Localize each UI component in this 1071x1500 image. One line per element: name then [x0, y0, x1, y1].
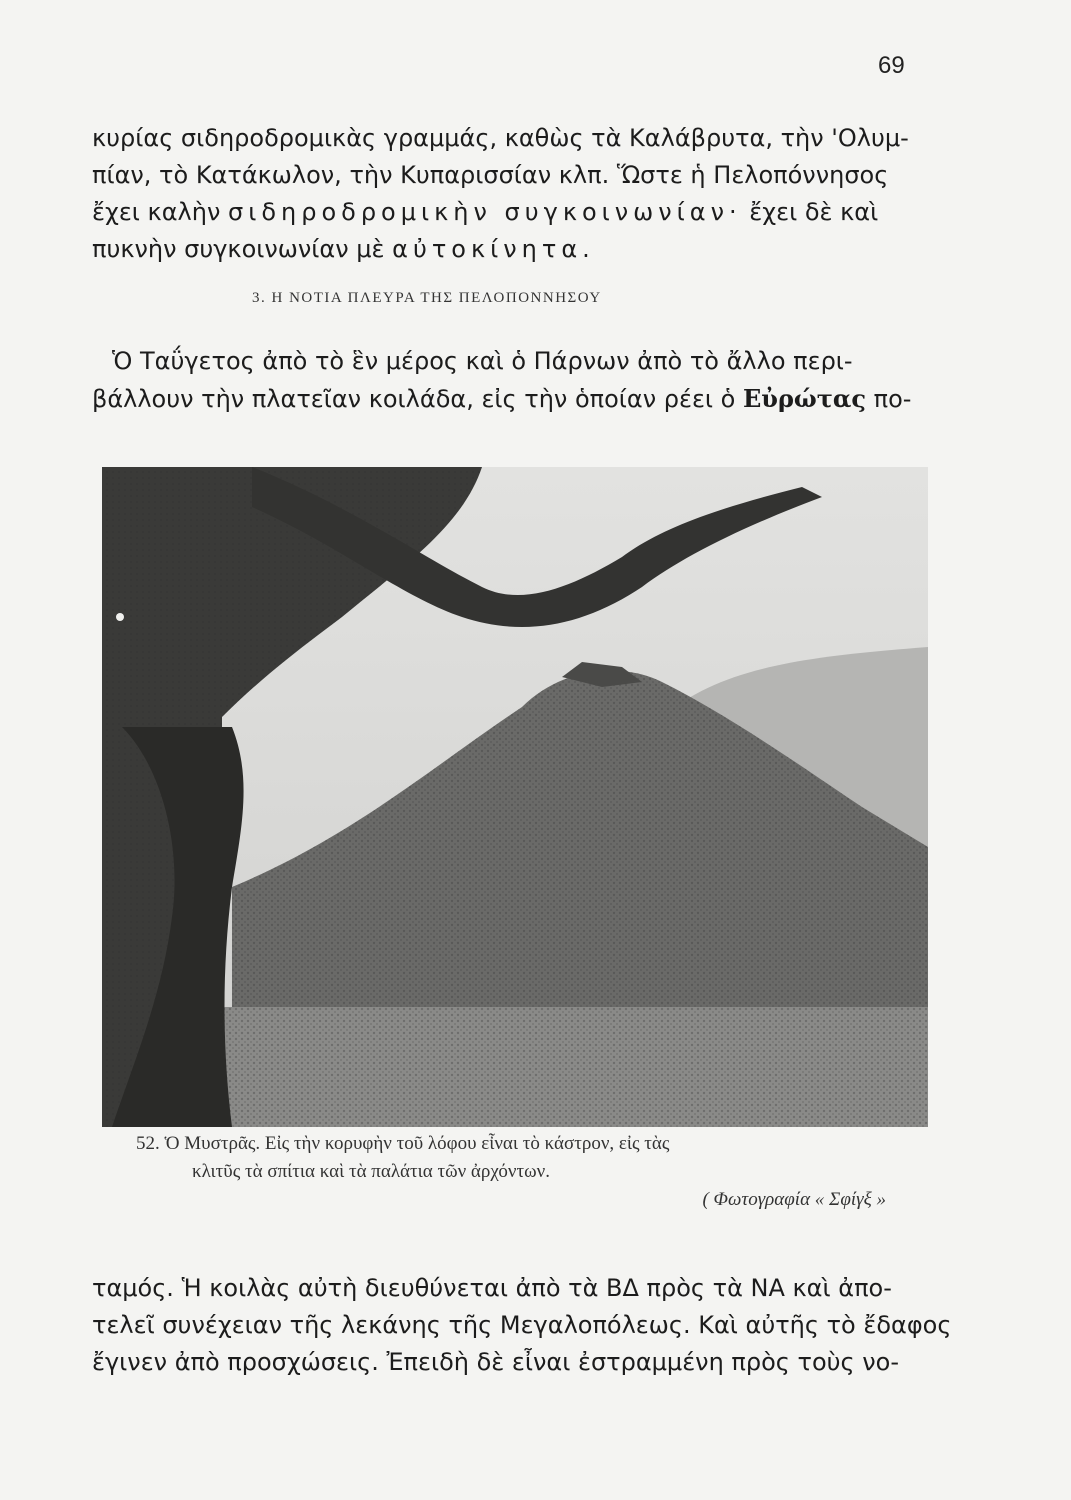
photo-illustration	[102, 467, 928, 1127]
paragraph-1-line-3	[92, 194, 972, 231]
mystras-photograph	[102, 467, 928, 1127]
spaced-word-automobiles: αὐτοκίνητα.	[392, 235, 595, 263]
paragraph-1-line-1: κυρίας σιδηροδρομικὰς γραμμάς, καθὼς τὰ Καλάβρυτα, τὴν 'Ολυμ-	[92, 124, 909, 152]
line-4-start: πυκνὴν συγκοινωνίαν μὲ	[92, 235, 393, 263]
light-speck	[116, 613, 124, 621]
caption-line-2: κλιτῦς τὰ σπίτια καὶ τὰ παλάτια τῶν ἀρχόντων.	[192, 1161, 550, 1182]
line-3-start: ἔχει καλὴν	[92, 198, 228, 226]
spaced-phrase-railway: σιδηροδρομικὴν συγκοινωνίαν·	[227, 198, 742, 226]
paragraph-3-line-3: ἔγινεν ἀπὸ προσχώσεις. Ἐπειδὴ δὲ εἶναι ἐστραμμένη πρὸς τοὺς νο-	[92, 1348, 899, 1376]
paragraph-3	[92, 1270, 972, 1381]
paragraph-1	[92, 120, 972, 268]
paragraph-2-line-1: Ὁ Ταΰγετος ἀπὸ τὸ ἓν μέρος καὶ ὁ Πάρνων ἀπὸ τὸ ἄλλο περι-	[112, 347, 853, 375]
caption-line-1: 52. Ὁ Μυστρᾶς. Εἰς τὴν κορυφὴν τοῦ λόφου εἶναι τὸ κάστρον, εἰς τὰς	[136, 1133, 670, 1154]
paragraph-2-line-2	[92, 380, 972, 418]
paragraph-1-line-2: πίαν, τὸ Κατάκωλον, τὴν Κυπαρισσίαν κλπ. Ὥστε ἡ Πελοπόννησος	[92, 161, 889, 189]
line-2-start: βάλλουν τὴν πλατεῖαν κοιλάδα, εἰς τὴν ὁποίαν ρέει ὁ	[92, 385, 743, 413]
paragraph-1-line-4	[92, 231, 972, 268]
page-number: 69	[878, 52, 905, 79]
paragraph-3-line-1: ταμός. Ἡ κοιλὰς αὐτὴ διευθύνεται ἀπὸ τὰ ΒΔ πρὸς τὰ ΝΑ καὶ ἀπο-	[92, 1274, 892, 1302]
paragraph-3-line-2: τελεῖ συνέχειαν τῆς λεκάνης τῆς Μεγαλοπόλεως. Καὶ αὐτῆς τὸ ἔδαφος	[92, 1311, 952, 1339]
line-3-end: ἔχει δὲ καὶ	[741, 198, 879, 226]
photo-caption	[122, 1130, 912, 1214]
paragraph-2	[92, 343, 972, 418]
bold-word-eurotas: Εὐρώτας	[743, 384, 866, 413]
section-heading: 3. Η ΝΟΤΙΑ ΠΛΕΥΡΑ ΤΗΣ ΠΕΛΟΠΟΝΝΗΣΟΥ	[252, 290, 602, 306]
caption-credit: ( Φωτογραφία « Σφίγξ »	[702, 1189, 886, 1210]
line-2-end: πο-	[866, 385, 912, 413]
